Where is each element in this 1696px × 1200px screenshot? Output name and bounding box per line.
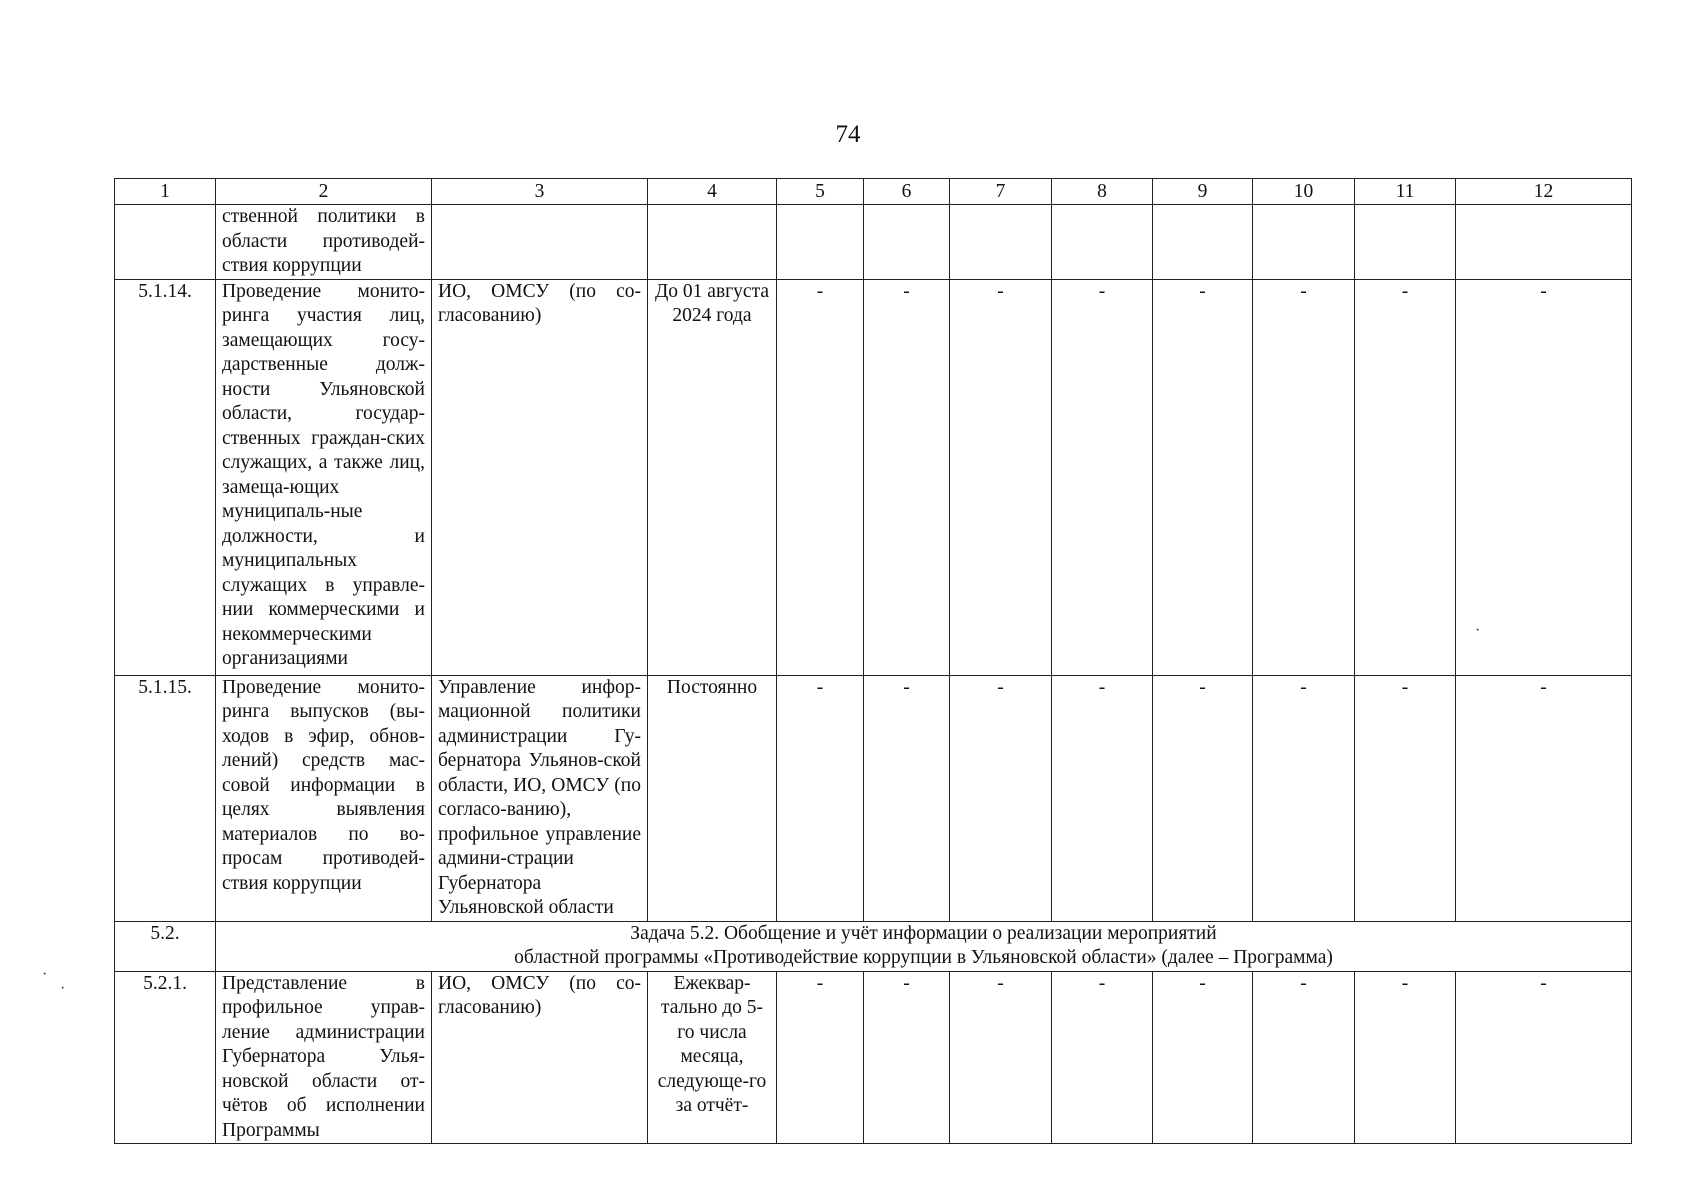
page-number: 74 — [835, 121, 861, 148]
value-cell: - — [1153, 279, 1253, 675]
cell-empty — [777, 205, 864, 280]
value-cell: - — [777, 971, 864, 1144]
cell-empty — [1052, 205, 1153, 280]
scan-artifact: · — [42, 966, 48, 983]
continuation-text: ственной политики в области противодей-ствия коррупции — [216, 205, 432, 280]
column-number: 12 — [1456, 179, 1632, 205]
cell-empty — [115, 205, 216, 280]
table-row — [115, 971, 1632, 1144]
activity-name: Проведение монито-ринга выпусков (вы-ходов в эфир, обнов-лений) средств мас-совой информации в целях выявления материалов по во-просам противодей-ствия коррупции — [216, 675, 432, 921]
value-cell: - — [1253, 971, 1355, 1144]
column-number: 8 — [1052, 179, 1153, 205]
executor: ИО, ОМСУ (по со-гласованию) — [432, 971, 648, 1144]
executor: Управление инфор-мационной политики администрации Гу-бернатора Ульянов-ской области, ИО, ОМСУ (по согласо-ванию), профильное управление админи-страции Губернатора Ульяновской области — [432, 675, 648, 921]
row-number: 5.1.14. — [115, 279, 216, 675]
task-title-line: Задача 5.2. Обобщение и учёт информации о реализации мероприятий — [630, 922, 1217, 944]
table-row — [115, 279, 1632, 675]
task-title-line: областной программы «Противодействие коррупции в Ульяновской области» (далее – Программа) — [514, 947, 1333, 968]
cell-empty — [950, 205, 1052, 280]
continuation-row — [115, 205, 1632, 280]
row-number: 5.2.1. — [115, 971, 216, 1144]
value-cell: - — [1052, 279, 1153, 675]
value-cell: - — [950, 971, 1052, 1144]
value-cell: - — [777, 279, 864, 675]
executor: ИО, ОМСУ (по со-гласованию) — [432, 279, 648, 675]
value-cell: - — [1153, 971, 1253, 1144]
table-row — [115, 675, 1632, 921]
value-cell: - — [864, 279, 950, 675]
activity-name: Проведение монито-ринга участия лиц, замещающих госу-дарственные долж-ности Ульяновской области, государ-ственных граждан-ских служащих, а также лиц, замеща-ющих муниципаль-ные должности, и муниципальных служащих в управле-нии коммерческими и некоммерческими организациями — [216, 279, 432, 675]
value-cell: - — [950, 675, 1052, 921]
value-cell: - — [1253, 675, 1355, 921]
value-cell: - — [777, 675, 864, 921]
value-cell: - — [1456, 675, 1632, 921]
column-number: 2 — [216, 179, 432, 205]
cell-empty — [1456, 205, 1632, 280]
task-title — [216, 921, 1632, 971]
value-cell: - — [950, 279, 1052, 675]
value-cell: - — [864, 971, 950, 1144]
column-number: 9 — [1153, 179, 1253, 205]
value-cell: - — [864, 675, 950, 921]
cell-empty — [1253, 205, 1355, 280]
value-cell: - — [1355, 675, 1456, 921]
value-cell: - — [1456, 279, 1632, 675]
value-cell: - — [1456, 971, 1632, 1144]
program-activities-table — [114, 178, 1632, 1144]
task-row — [115, 921, 1632, 971]
value-cell: - — [1355, 971, 1456, 1144]
scan-artifact: · — [1475, 622, 1481, 639]
column-number: 1 — [115, 179, 216, 205]
column-number: 11 — [1355, 179, 1456, 205]
cell-empty — [1355, 205, 1456, 280]
value-cell: - — [1052, 675, 1153, 921]
value-cell: - — [1253, 279, 1355, 675]
row-number: 5.1.15. — [115, 675, 216, 921]
deadline: До 01 августа 2024 года — [648, 279, 777, 675]
column-number-header-row — [115, 179, 1632, 205]
deadline: Постоянно — [648, 675, 777, 921]
column-number: 4 — [648, 179, 777, 205]
column-number: 7 — [950, 179, 1052, 205]
activity-name: Представление в профильное управ-ление администрации Губернатора Улья-новской области от-чётов об исполнении Программы — [216, 971, 432, 1144]
column-number: 3 — [432, 179, 648, 205]
cell-empty — [648, 205, 777, 280]
value-cell: - — [1153, 675, 1253, 921]
column-number: 6 — [864, 179, 950, 205]
column-number: 10 — [1253, 179, 1355, 205]
deadline: Ежеквар-тально до 5-го числа месяца, следующе-го за отчёт- — [648, 971, 777, 1144]
value-cell: - — [1355, 279, 1456, 675]
cell-empty — [1153, 205, 1253, 280]
scan-artifact: · — [60, 980, 66, 997]
value-cell: - — [1052, 971, 1153, 1144]
cell-empty — [432, 205, 648, 280]
task-number: 5.2. — [115, 921, 216, 971]
column-number: 5 — [777, 179, 864, 205]
cell-empty — [864, 205, 950, 280]
